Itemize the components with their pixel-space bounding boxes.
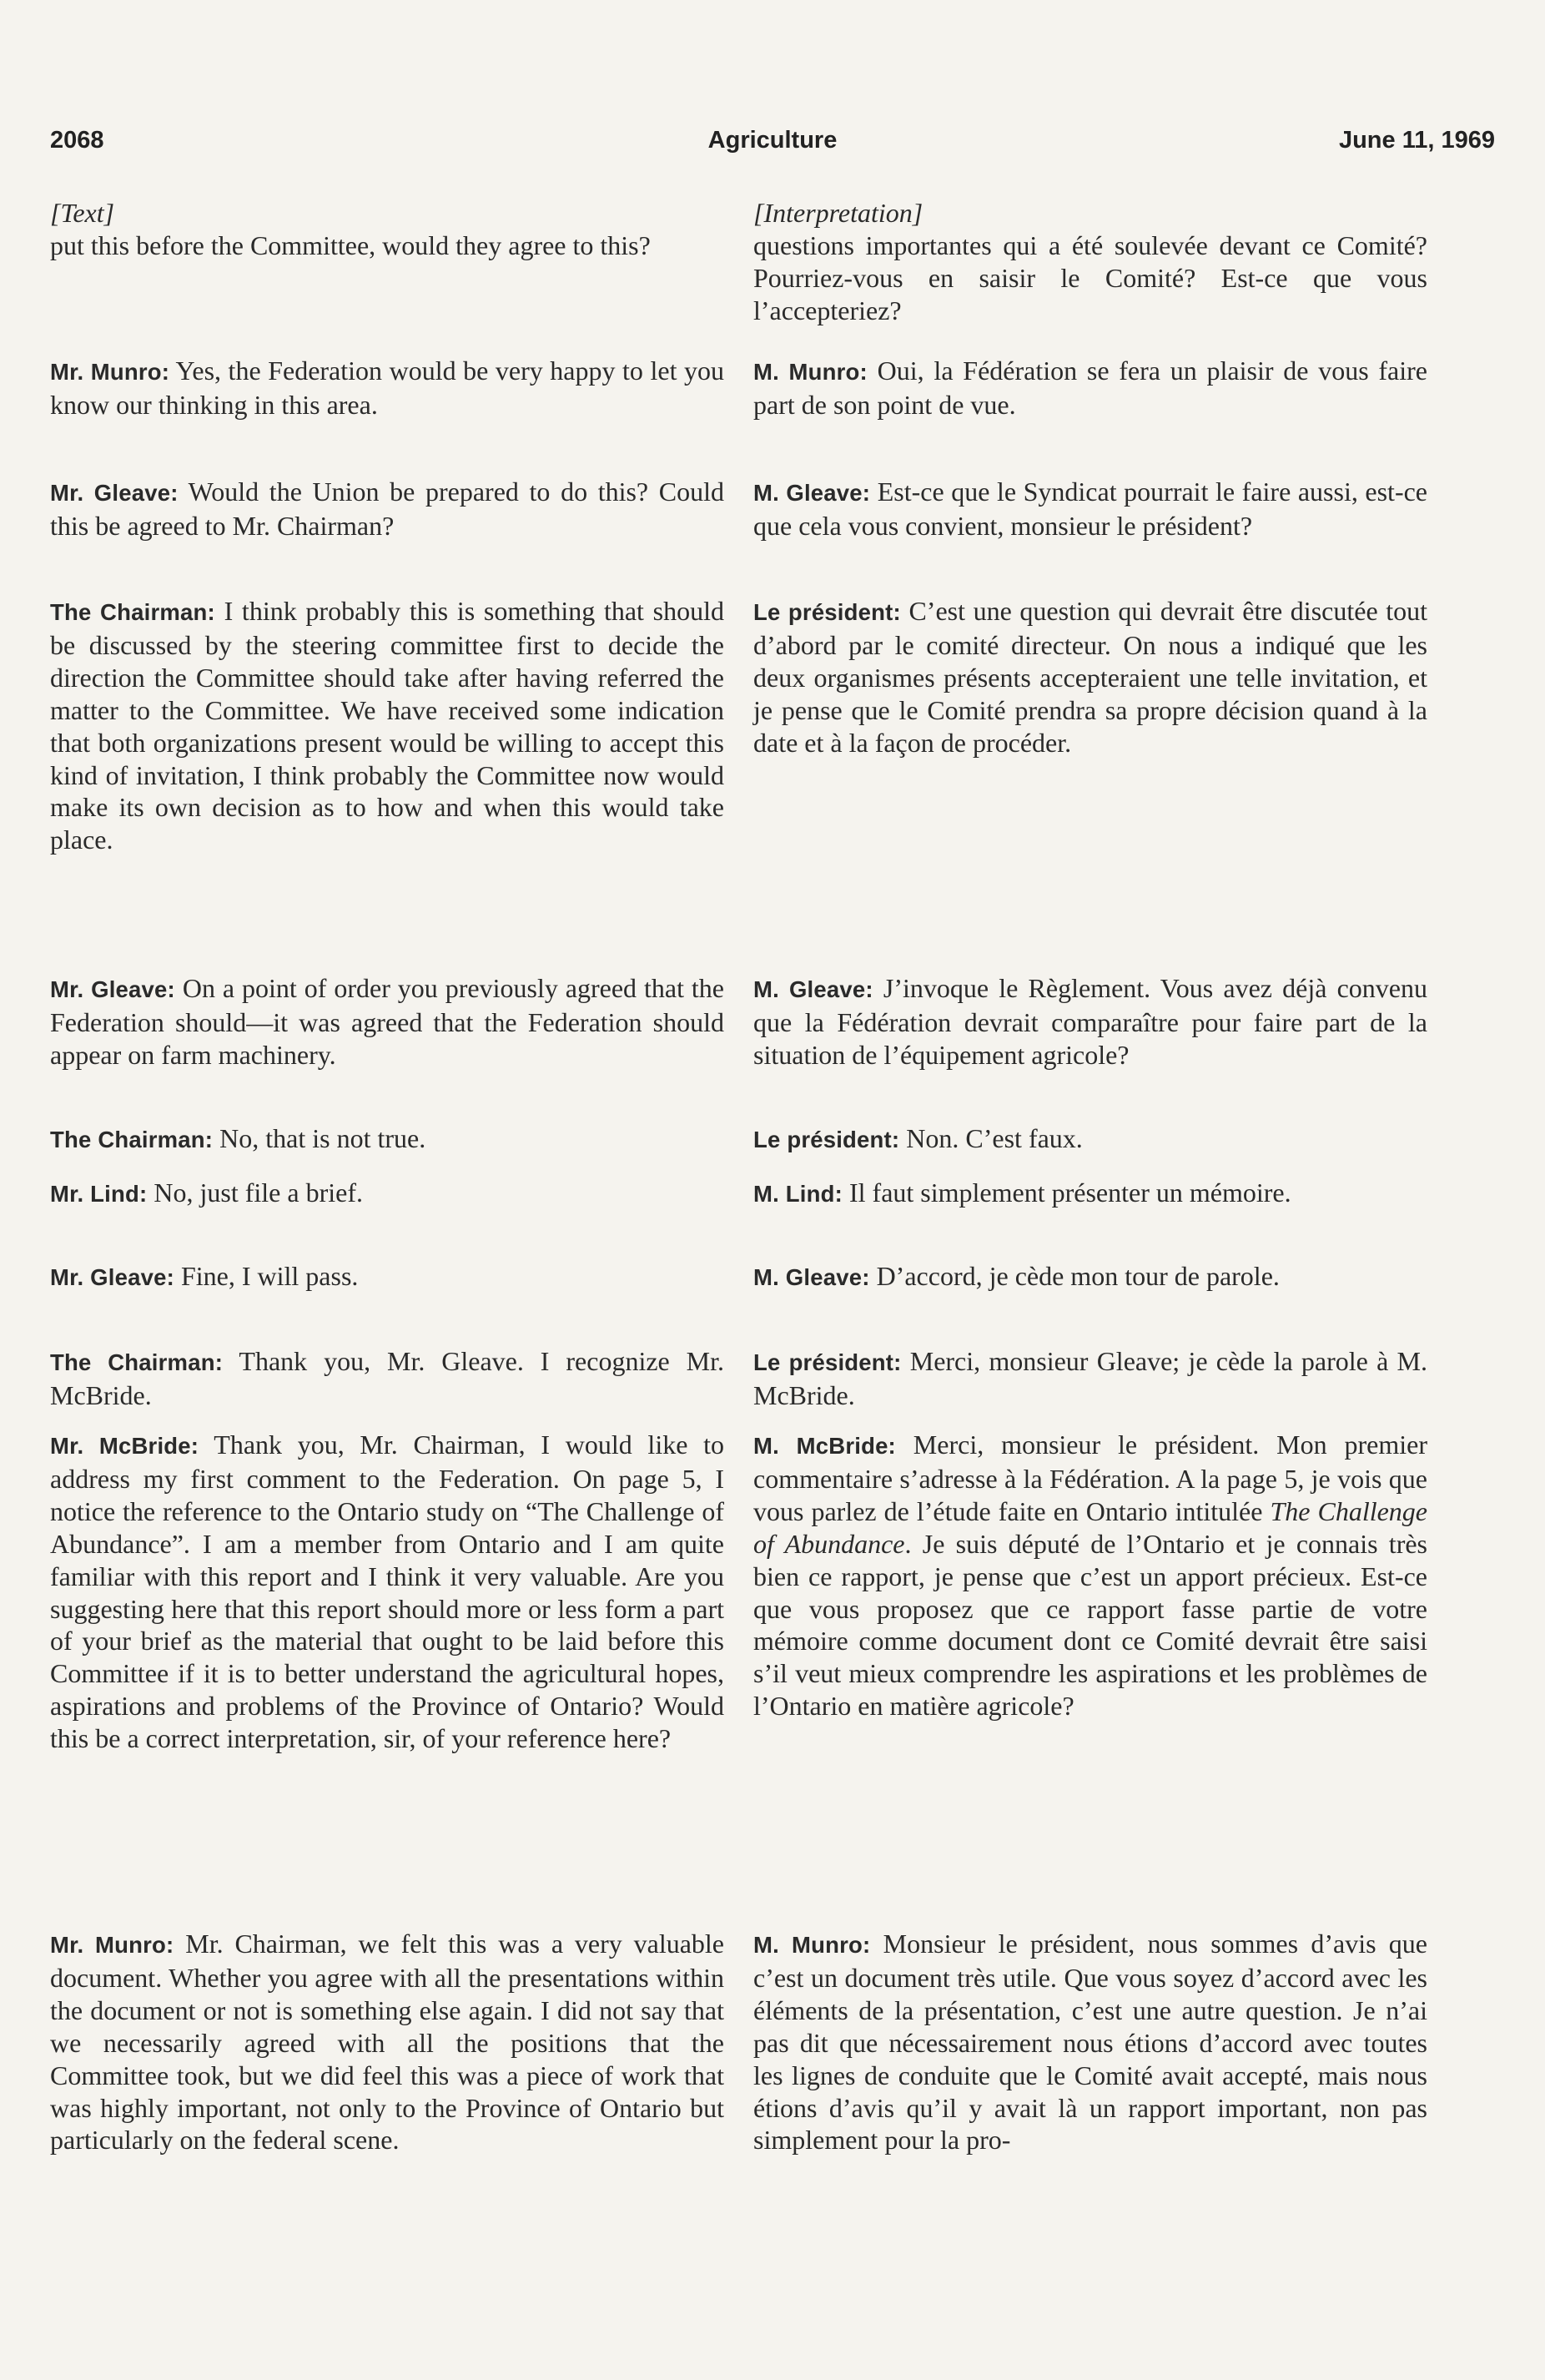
transcript-paragraph: [50, 476, 724, 542]
paragraph-text: No, just file a brief.: [153, 1177, 363, 1208]
paragraph-text: Fine, I will pass.: [180, 1261, 359, 1291]
paragraph-text: Merci, monsieur le président. Mon premier commentaire s’adresse à la Fédération. A la page 5, je vois que vous parlez de l’étude faite en Ontario intitulée: [753, 1430, 1428, 1526]
speaker-label: Mr. Gleave:: [50, 1264, 174, 1290]
speaker-label: Mr. Munro:: [50, 359, 170, 385]
paragraph-text: J’invoque le Règlement. Vous avez déjà convenu que la Fédération devrait comparaître pour faire part de la situation de l’équipement agricole?: [753, 973, 1428, 1070]
column-label-text: [Text]: [50, 198, 115, 228]
paragraph-text: Non. C’est faux.: [906, 1123, 1083, 1153]
speaker-label: M. McBride:: [753, 1433, 896, 1459]
section-title: Agriculture: [707, 127, 838, 154]
transcript-paragraph: [753, 1122, 1427, 1157]
transcript-paragraph: [753, 1260, 1427, 1294]
transcript-paragraph: [50, 355, 724, 421]
transcript-paragraph: [50, 972, 724, 1072]
transcript-paragraph: [50, 1260, 724, 1294]
paragraph-text: D’accord, je cède mon tour de parole.: [876, 1261, 1280, 1291]
paragraph-text: I think probably this is something that should be discussed by the steering committee first to decide the direction the Committee should take after having referred the matter to the Committee. We have received some indication that both organizations present would be willing to accept this kind of invitation, I think probably the Committee now would make its own decision as to how and when this would take place.: [50, 596, 724, 855]
transcript-paragraph: [753, 1429, 1427, 1722]
paragraph-text: On a point of order you previously agreed that the Federation should—it was agreed that the Federation should appear on farm machinery.: [50, 973, 725, 1070]
speaker-label: M. Gleave:: [753, 480, 871, 506]
transcript-paragraph: [50, 229, 724, 262]
paragraph-text: Thank you, Mr. Chairman, I would like to address my first comment to the Federation. On page 5, I notice the reference to the Ontario study on “The Challenge of Abundance”. I am a member from Ontario and I am quite familiar with this report and I think it very valuable. Are you suggesting here that this report should more or less form a part of your brief as the material that ought to be laid before this Committee if it is to better understand the agricultural hopes, aspirations and problems of the Province of Ontario? Would this be a correct interpretation, sir, of your reference here?: [50, 1430, 724, 1754]
paragraph-text: Oui, la Fédération se fera un plaisir de vous faire part de son point de vue.: [753, 355, 1428, 420]
transcript-paragraph: [50, 1928, 724, 2156]
transcript-paragraph: [753, 595, 1427, 759]
transcript-paragraph: [753, 1345, 1427, 1412]
report-title-italic: The Challenge of Abundance: [753, 1495, 1428, 1559]
speaker-label: M. Munro:: [753, 359, 868, 385]
speaker-label: The Chairman:: [50, 1127, 214, 1152]
paragraph-text: C’est une question qui devrait être discutée tout d’abord par le comité directeur. On nous a indiqué que les deux organismes présents accepteraient une telle invitation, et je pense que le Comité prendra sa propre décision quand à la date et à la façon de procéder.: [753, 596, 1428, 758]
speaker-label: Mr. Lind:: [50, 1181, 148, 1207]
speaker-label: The Chairman:: [50, 599, 215, 625]
transcript-paragraph: [753, 229, 1427, 327]
speaker-label: Mr. Gleave:: [50, 480, 179, 506]
speaker-label: Le président:: [753, 1349, 902, 1375]
paragraph-text: Yes, the Federation would be very happy to let you know our thinking in this area.: [50, 355, 725, 420]
paragraph-text: put this before the Committee, would they agree to this?: [50, 230, 651, 260]
paragraph-text: . Je suis député de l’Ontario et je connais très bien ce rapport, je pense que c’est un apport précieux. Est-ce que vous proposez que ce rapport fasse partie de votre mémoire comme document dont ce Comité devrait être saisi s’il veut mieux comprendre les aspirations et les problèmes de l’Ontario en matière agricole?: [753, 1528, 1427, 1722]
speaker-label: M. Munro:: [753, 1932, 871, 1958]
paragraph-text: Est-ce que le Syndicat pourrait le faire aussi, est-ce que cela vous convient, monsieur le président?: [753, 477, 1428, 541]
speaker-label: Mr. Gleave:: [50, 976, 175, 1002]
transcript-paragraph: [50, 1429, 724, 1755]
speaker-label: Mr. McBride:: [50, 1433, 199, 1459]
paragraph-text: Mr. Chairman, we felt this was a very valuable document. Whether you agree with all the presentations within the document or not is something else again. I did not say that we necessarily agreed with all the positions that the Committee took, but we did feel this was a piece of work that was highly important, not only to the Province of Ontario but particularly on the federal scene.: [50, 1929, 724, 2156]
paragraph-text: Monsieur le président, nous sommes d’avis que c’est un document très utile. Que vous soyez d’accord avec les éléments de la présentation, c’est une autre question. Je n’ai pas dit que nécessairement nous étions d’accord avec toutes les lignes de conduite que le Comité avait accepté, mais nous étions d’avis qu’il y avait là un rapport important, non pas simplement pour la pro-: [753, 1929, 1428, 2156]
transcript-paragraph: [753, 355, 1427, 421]
paragraph-text: questions importantes qui a été soulevée devant ce Comité? Pourriez-vous en saisir le Comité? Est-ce que vous l’accepteriez?: [753, 230, 1427, 325]
paragraph-text: Merci, monsieur Gleave; je cède la parole à M. McBride.: [753, 1346, 1427, 1410]
page-number: 2068: [50, 127, 104, 154]
speaker-label: Mr. Munro:: [50, 1932, 174, 1958]
transcript-paragraph: [50, 1177, 724, 1211]
speaker-label: Le président:: [753, 599, 901, 625]
paragraph-text: No, that is not true.: [219, 1123, 426, 1153]
transcript-paragraph: [753, 1928, 1427, 2156]
paragraph-text: Would the Union be prepared to do this? Could this be agreed to Mr. Chairman?: [50, 477, 725, 541]
speaker-label: The Chairman:: [50, 1349, 224, 1375]
page-date: June 11, 1969: [1338, 127, 1495, 154]
paragraph-text: Il faut simplement présenter un mémoire.: [848, 1177, 1291, 1208]
transcript-paragraph: [50, 1345, 724, 1412]
paragraph-text: Thank you, Mr. Gleave. I recognize Mr. McBride.: [50, 1346, 724, 1410]
speaker-label: M. Lind:: [753, 1181, 843, 1207]
transcript-paragraph: [753, 476, 1427, 542]
transcript-paragraph: [50, 595, 724, 856]
transcript-paragraph: [753, 1177, 1427, 1211]
page-header: [50, 127, 1495, 164]
speaker-label: Le président:: [753, 1127, 900, 1152]
speaker-label: M. Gleave:: [753, 1264, 870, 1290]
transcript-paragraph: [50, 1122, 724, 1157]
speaker-label: M. Gleave:: [753, 976, 873, 1002]
column-label-interpretation: [Interpretation]: [753, 198, 923, 228]
transcript-paragraph: [753, 972, 1427, 1072]
